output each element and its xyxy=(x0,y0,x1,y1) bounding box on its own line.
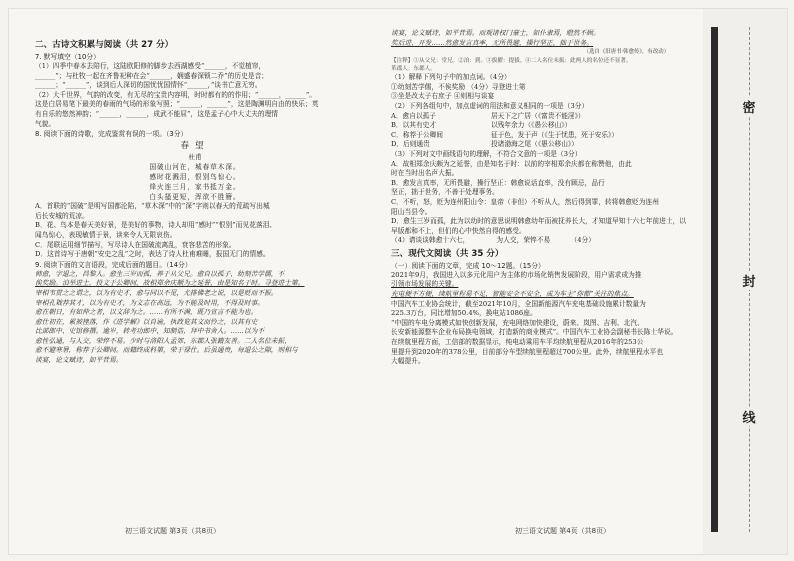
option-row xyxy=(391,131,699,141)
text-line: 这是白居易笔下最美的春雨的气场的形象写照；“______，______”，这是陶渊明自由的快乐；英 xyxy=(35,100,319,109)
text-line: ______”；与杜牧一起在齐鲁祀种在会“______，娴盛春深锁二乔”的历史是音； xyxy=(35,71,269,80)
question-title: （一）阅读下面的文章，完成 10～12题。（15分） xyxy=(391,261,545,270)
question-line: ①幼刻苦学儒，不俟奖励 （4分）寻登进士第 xyxy=(391,82,526,91)
text-line: ______；“______”，谈到后人深切的国忧忧国情怀“______，”谈书亡意无穷。 xyxy=(35,81,262,90)
source-citation: （选自《旧唐书·韩愈传》，有改动） xyxy=(583,49,669,56)
classical-text-line: 奖后进，开发……然愈发言真率，无所畏避，操行坚正，拙于世务。 xyxy=(391,38,594,47)
binding-bar xyxy=(711,27,718,532)
classical-text-line: 宰相韦贯之之谓之，以为有史才，愈与同以不见，尤排佛老之说，以是贬而不振。 xyxy=(35,288,278,297)
option-right: 居天下之广居（《富贵不能淫》） xyxy=(491,111,585,120)
option-right: 征于色，发于声（《生于忧患，死于安乐》） xyxy=(491,130,619,139)
exam-paper xyxy=(8,8,788,555)
option-row xyxy=(391,112,699,122)
option-line: A．故相郑余庆颇为之延誉，由是知名于时：以前的宰相郑余庆都在称赞他，由此 xyxy=(391,159,632,168)
poem-line: 白头搔更短，浑欲不胜簪。 xyxy=(149,193,241,202)
option-left: A．愈自以孤子 xyxy=(391,111,436,120)
poem-line: 感时花溅泪，恨别鸟惊心。 xyxy=(149,173,241,182)
annotation-line: 【注释】①从父兄：堂兄。②洎：到。③拔擢：提拔。④二人名位未振：此两人的名位还不显著。 xyxy=(391,58,632,65)
option-row xyxy=(391,121,699,131)
option-line: D．愈生三岁而孤，此为以幼时的意思说明韩愈幼年而被抚养长大，才知道早知十六七年前进士，以 xyxy=(391,217,687,226)
article-line: 充电便不方便，续航里程易不足，智能安全不安全，成为车主“你都”关注的焦点。 xyxy=(391,290,634,299)
article-line: 2021年9月，我国进入以多元化用户为主体的市场化销售发展阶段，用户需求成为推 xyxy=(391,270,642,279)
option-line: A．首联的“国破”是明写国都沦陷，“草木深”中的“深”字则以春天的荒疏写出城 xyxy=(35,202,270,211)
poem-line: 烽火连三月，家书抵万金。 xyxy=(149,183,241,192)
option-line: 坚正，拙于世务，不善于处理事务。 xyxy=(391,188,499,197)
option-line: 早版都和不上，但们的心中快然自得的感受。 xyxy=(391,226,526,235)
classical-text-line: 俟奖励。洎举进士，投文于公卿间，故相郑余庆颇为之延誉，由是知名于时。寻登进士第。 xyxy=(35,279,305,288)
option-left: B．以其有史才 xyxy=(391,121,437,130)
classical-text-line: 愈性弘通，与人交，荣悴不易。少时与洛阳人孟郊、东郡人张籍友善。二人名位未振， xyxy=(35,336,292,345)
option-line: B．花、鸟本是春天美好景，是美好的事物，诗人却用“感时”“恨别”而见花落泪、 xyxy=(35,221,277,230)
article-line: 225.3万台，同比增加50.4%，换电站1086座。 xyxy=(391,309,537,318)
question-title: 9. 阅读下面的文言语段，完成后面的题目。（14分） xyxy=(35,260,192,269)
classical-text-line: 愈在朝日，有如仲之者，以文辞为之。……有所不满，既乃宣言不能为也。 xyxy=(35,308,258,317)
text-line: 气貌。 xyxy=(35,119,56,128)
text-line: （1）四季中春本去陪行，这陆欧阳修的脚步去西湖感受“______，不觉植帘， xyxy=(35,62,266,70)
page-3 xyxy=(9,9,361,554)
poem-line: 国破山河在，城春草木深。 xyxy=(149,163,241,172)
article-line: 大幅提升。 xyxy=(391,357,425,366)
classical-text-line: 韩愈，字退之，昌黎人。愈生三岁而孤，养于从父兄。愈自以孤子，幼刻苦学儒，不 xyxy=(35,269,285,278)
option-line: 阳山当县令。 xyxy=(391,207,432,216)
classical-text-line: 愈仕初在，累被挫落，作《进学解》以自谕，执政览其文而怜之，以其有史 xyxy=(35,317,258,326)
option-line: 时在当时出名声大振。 xyxy=(391,169,459,178)
classical-text-line: 宰相孔戣荐其才，以为有史才，为文志在高远，为不能及时用，不得及时事。 xyxy=(35,298,265,307)
article-line: 中国汽车工业协会统计，截至2021年10月，全国新能源汽车充电基础设施累计数量为 xyxy=(391,299,646,308)
option-right: 投诸渤海之尾（《愚公移山》） xyxy=(491,140,578,149)
option-line: B．愈发言真率，无所畏避，操行坚正：韩愈说话直率，没有顾忌，品行 xyxy=(391,178,605,187)
option-row xyxy=(391,140,699,150)
option-left: D．后则通贵 xyxy=(391,140,430,149)
option-line: 闻鸟惊心，表现敏情于景，读来令人无限哀伤。 xyxy=(35,230,177,239)
article-line: 引领市场发展的关键。 xyxy=(391,280,459,289)
question-title: 7. 默写填空（10分） xyxy=(35,53,100,61)
binding-mark: 线 xyxy=(739,407,759,426)
option-line: C．尾联运用细节描写，写尽诗人在国破流离乱，衰容悲苦的形象。 xyxy=(35,240,236,249)
question-line: （2）下列各组句中，加点虚词的用法和意义相同的一项是（3分） xyxy=(391,101,589,110)
page-4 xyxy=(385,9,699,554)
article-line: 在续航里程方面，工信部的数据显示，纯电动乘用车平均续航里程从2016年的253公 xyxy=(391,338,644,347)
classical-text-line: 愈不避寒暑，称荐于公卿间。而籍终成科第，荣于禄仕。后虽通贵，每退公之隙，则相与 xyxy=(35,346,298,355)
page-footer: 初三语文试题 第4页（共8页） xyxy=(515,527,611,535)
question-line: （1）解释下列句子中的加点词。（4分） xyxy=(391,73,511,82)
annotation-line: 革郡人：东郡人。 xyxy=(391,66,436,73)
text-line: （2）大千世界，气韵的改变，有无尽的宝贵内容明，时时都有的的作用；“______，______”。 xyxy=(35,90,317,99)
option-line: 后长安城的荒凉。 xyxy=(35,211,89,220)
article-line: “中国的车电分离模式如快创新发展，充电网络加快建设，蔚来、岚图、吉利、北汽、 xyxy=(391,318,644,327)
poem-title: 春望 xyxy=(180,141,210,152)
section-heading: 二、古诗文积累与阅读（共 27 分） xyxy=(35,40,174,50)
binding-strip xyxy=(703,9,787,554)
classical-text-line: 谈宴，论文赋诗，如平昔焉。而观诸权门豪士，如仆隶焉，瞪然不顾。 xyxy=(391,29,600,37)
article-line: 长安新能源整车企业布局换电领域，打造新的商业模式”。中国汽车工业协会副秘书长陈士华说。 xyxy=(391,328,678,337)
classical-text-line: 谈宴，论文赋诗，如平昔焉。 xyxy=(35,356,123,365)
option-line: D．这首诗写于唐朝“安史之乱”之时，表达了诗人杜甫难睡，报国无门的情感。 xyxy=(35,250,270,259)
question-line: （4）请谈谈韩愈十六七， 为人交，荣悴不易 （4分） xyxy=(391,236,595,245)
article-line: 里提升到2020年的378公里，目前部分车型续航里程超过700公里。此外，续航里程水平也 xyxy=(391,347,664,356)
classical-text-line: 比部郎中、史馆修撰。逾岁，转考功郎中、知制诰，拜中书舍人。……以为不 xyxy=(35,327,265,336)
question-line: ③坐是改太子右庶子 ④则相与谈宴 xyxy=(391,92,495,101)
binding-mark: 封 xyxy=(739,271,759,290)
question-title: 8. 阅读下面的诗歌，完成鉴赏有误的一项。（3分） xyxy=(35,130,188,139)
option-right: 以残年余力（《愚公移山》） xyxy=(491,121,572,130)
text-line: 有自乐的悠然神韵；“______，______，成武不能屈”，这是孟子心中大丈夫的理情 xyxy=(35,109,279,118)
option-left: C．称荐于公卿间 xyxy=(391,130,443,139)
binding-mark: 密 xyxy=(739,97,759,116)
option-line: C．不听，怒，贬为连州阳山令：皇帝（非但）不听从人，然后得到罪，转将韩愈贬为连州 xyxy=(391,197,659,206)
section-heading: 三、现代文阅读（共 35 分） xyxy=(391,248,504,259)
page-footer: 初三语文试题 第3页（共8页） xyxy=(125,527,221,535)
question-line: （3）下列对文中画线语句的理解，不符合文意的一项是（3分） xyxy=(391,149,582,158)
poem-author: 杜甫 xyxy=(188,153,202,162)
